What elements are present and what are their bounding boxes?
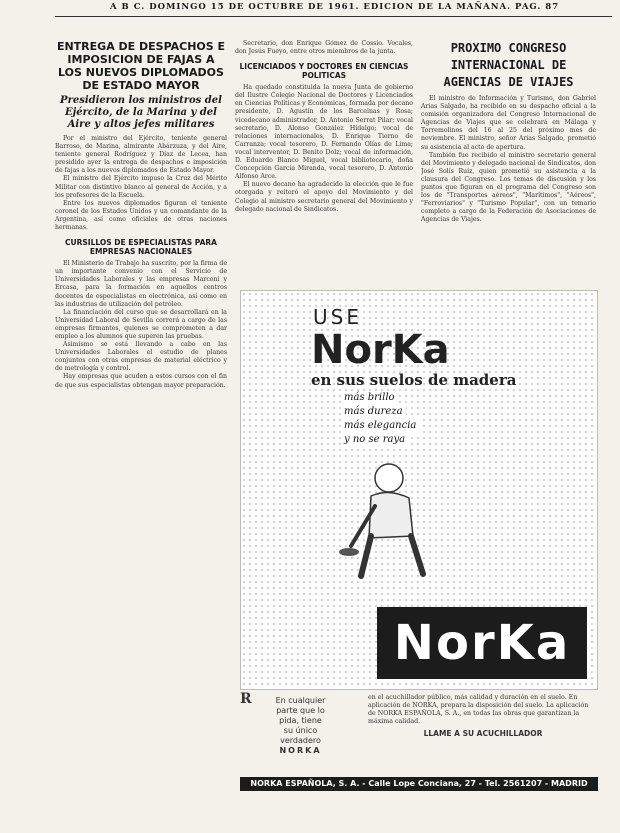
left-paragraph: Por el ministro del Ejército, teniente general Barroso, de Marina, almirante Abárzuza, y del Aire, teniente general Rodríguez y Díaz de Lecea, han presidido ayer la entrega de despachos e imposición de fajas a los nuevos diplomados de Estado Mayor. bbox=[55, 135, 227, 175]
ad-benefit: más elegancia bbox=[341, 419, 419, 433]
ad-footer-line: pida, tiene bbox=[279, 716, 322, 725]
section-headline: CURSILLOS DE ESPECIALISTAS PARA EMPRESAS NACIONALES bbox=[65, 238, 217, 257]
left-subhead: Presidieron los ministros del Ejército, de la Marina y del Aire y altos jefes militares bbox=[60, 95, 222, 130]
section-paragraph: Hay empresas que acuden a estos cursos con el fin de que sus especialistas obtengan mayor preparación. bbox=[55, 373, 227, 389]
middle-column bbox=[235, 40, 413, 280]
section-paragraph: Asimismo se está llevando a cabo en las Universidades Laborales el estudio de planes conjuntos con otras empresas de material eléctrico y de metrología y control. bbox=[55, 341, 227, 373]
mid-paragraph: El nuevo decano ha agradecido la elección que le fue otorgada y reiteró el apoyo del Movimiento y del Colegio al ministro secretario general del Movimiento y delegado nacional de Sindicatos. bbox=[235, 181, 413, 213]
section-paragraph: La financiación del curso que se desarrollará en la Universidad Laboral de Sevilla correrá a cargo de las empresas firmantes, quienes se comprometen a dar empleo a los alumnos que superen las pruebas. bbox=[55, 308, 227, 340]
left-paragraph: Entre los nuevos diplomados figuran el teniente coronel de los Estados Unidos y un comandante de la Argentina, así como oficiales de otras naciones hermanas. bbox=[55, 199, 227, 232]
mid-article-body bbox=[235, 84, 413, 214]
ad-benefits-list bbox=[341, 391, 419, 447]
ad-footer-words bbox=[258, 696, 343, 756]
ad-brand-name: NorKa bbox=[311, 327, 450, 373]
ad-footer-left bbox=[240, 691, 350, 764]
section-paragraph: El Ministerio de Trabajo ha suscrito, por la firma de un importante convenio con el Servicio de Universidades Laborales y las empresas Marconi y Ercasa, para la formación en aquellos centros docentes de especialistas en electrónica, así como en las industrias de utilización del petróleo. bbox=[55, 260, 227, 308]
mid-intro bbox=[235, 40, 413, 56]
ad-benefit: más dureza bbox=[341, 405, 406, 419]
ad-benefit: y no se raya bbox=[341, 433, 408, 447]
left-article-body bbox=[55, 135, 227, 232]
left-paragraph: El ministro del Ejército impuso la Cruz del Mérito Militar con distintivo blanco al general de Acción, y a los profesores de la Escuela. bbox=[55, 175, 227, 199]
mid-intro-paragraph: Secretario, don Enrique Gómez de Cossío. Vocales, don Jesús Fueyo, entre otros miembros de la junta. bbox=[235, 40, 413, 56]
right-paragraph: También fue recibido el ministro secretario general del Movimiento y delegado nacional de Sindicatos, don José Solís Ruiz, quien prometió su asistencia a la clausura del Congreso. Los temas de discusión y los puntos que figuran en el programa del Congreso son los de "Transportes aéreos", "Marítimos", "Aéreos", "Ferroviarios" y "Turismo Popular", con un temario completo a cargo de la Federación de Asociaciones de Agencias de Viajes. bbox=[421, 151, 596, 224]
ad-footer-line: parte que lo bbox=[276, 706, 325, 715]
ad-footer-line: En cualquier bbox=[275, 696, 326, 705]
masthead-rule bbox=[55, 16, 612, 17]
ad-footer-right bbox=[368, 694, 598, 738]
floor-polisher-figure-illustration bbox=[331, 456, 441, 596]
registered-mark-icon: R bbox=[240, 691, 252, 707]
ad-footer-text: en el acuchillador público, más calidad y duración en el suelo. En aplicación de NORKA, prepara la disposición del suelo. La aplicación de NORKA ESPAÑOLA, S. A., en todas las obras que garantizan la máxima calidad. bbox=[368, 694, 589, 725]
ad-call-to-action: LLAME A SU ACUCHILLADOR bbox=[423, 729, 543, 738]
page-masthead: A B C. DOMINGO 15 DE OCTUBRE DE 1961. EDICION DE LA MAÑANA. PAG. 87 bbox=[110, 2, 560, 12]
ad-address-bar: NORKA ESPAÑOLA, S. A. - Calle Lope Conciana, 27 - Tel. 2561207 - MADRID bbox=[240, 777, 598, 791]
ad-footer-line: su único bbox=[283, 726, 318, 735]
ad-logo-block: NorKa bbox=[377, 607, 587, 679]
left-headline: ENTREGA DE DESPACHOS E IMPOSICION DE FAJAS A LOS NUEVOS DIPLOMADOS DE ESTADO MAYOR bbox=[56, 40, 226, 92]
right-column bbox=[421, 40, 596, 280]
right-headline: PROXIMO CONGRESO INTERNACIONAL DE AGENCIAS DE VIAJES bbox=[443, 41, 574, 89]
ad-tagline: en sus suelos de madera bbox=[311, 371, 517, 389]
left-column bbox=[55, 40, 227, 830]
ad-use-text: USE bbox=[313, 305, 362, 329]
ad-benefit: más brillo bbox=[341, 391, 398, 405]
section-body bbox=[55, 260, 227, 390]
ad-footer-line: NORKA bbox=[279, 746, 322, 755]
norka-advertisement bbox=[240, 290, 598, 690]
mid-paragraph: Ha quedado constituida la nueva Junta de gobierno del Ilustre Colegio Nacional de Doctores y Licenciados en Ciencias Políticas y Económicas, formada por decano presidente, D. Agustín de los Barceinas y Rosa; vicedecano administrador, D. Antonio Serrat Pilar; vocal secretario, D. Alonso González Hidalgo; vocal de relaciones internacionales, D. Enrique Tierno de Carranza; vocal tesorero, D. Fernando Olías de Lima; vocal interventor, D. Benito Dolz; vocal de información, D. Eduardo Blanco Miguel, vocal bibliotecario, doña Concepción García Miranda, vocal tesorero, D. Antonio Alfonso Arce. bbox=[235, 84, 413, 181]
right-article-body bbox=[421, 95, 596, 225]
ad-footer-line: verdadero bbox=[280, 736, 321, 745]
right-paragraph: El ministro de Información y Turismo, don Gabriel Arias Salgado, ha recibido en su despacho oficial a la comisión organizadora del Congreso Internacional de Agencias de Viajes que se celebrará en Málaga y Torremolinos del 16 al 25 del próximo mes de noviembre. El ministro, señor Arias Salgado, prometió su asistencia al acto de apertura. bbox=[421, 95, 596, 151]
mid-headline: LICENCIADOS Y DOCTORES EN CIENCIAS POLITICAS bbox=[239, 62, 409, 81]
